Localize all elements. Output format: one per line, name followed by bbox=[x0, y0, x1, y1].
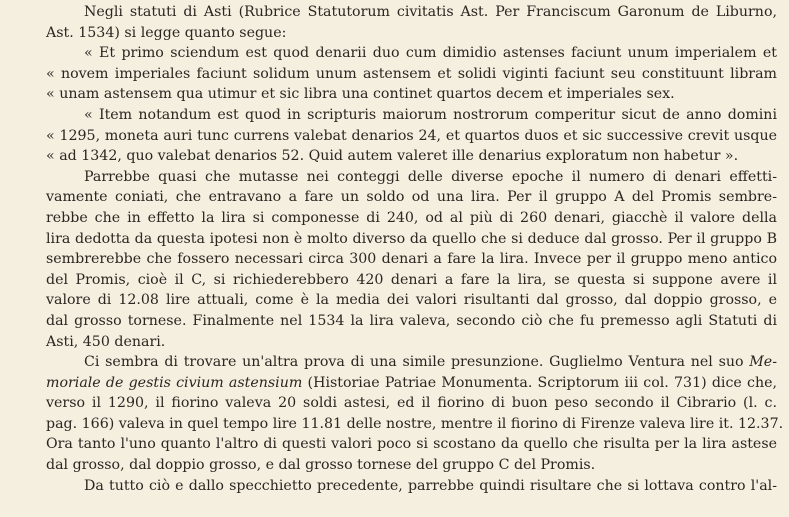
text-line: « ad 1342, quo valebat denarios 52. Quid autem valeret ille denarius exploratum non habetur ». bbox=[46, 148, 739, 165]
text-line bbox=[46, 373, 777, 394]
paragraph-ventura-evidence bbox=[46, 352, 784, 476]
text-line: Da tutto ciò e dallo specchietto precedente, parrebbe quindi risultare che si lottava contro l'al- bbox=[84, 477, 777, 494]
text-line: Negli statuti di Asti (Rubrice Statutorum civitatis Ast. Per Franciscum Garonum de Liburno, bbox=[84, 4, 777, 20]
text-line: Asti, 450 denari. bbox=[46, 333, 166, 350]
paragraph-conclusion bbox=[46, 476, 777, 497]
text-line: lira dedotta da questa ipotesi non è molto diverso da quello che si deduce dal grosso. Per il gruppo B bbox=[46, 230, 777, 247]
text-line: dal grosso, dal doppio grosso, e dal grosso tornese del gruppo C del Promis. bbox=[46, 457, 596, 474]
text-line: vamente coniati, che entravano a fare un soldo od una lira. Per il gruppo A del Promis sembre- bbox=[46, 189, 777, 206]
text-line bbox=[46, 352, 777, 373]
text-line: « novem imperiales faciunt solidum unum astensem et solidi viginti faciunt seu constituunt libram bbox=[46, 65, 777, 82]
text-segment: (Historiae Patriae Monumenta. Scriptorum iii col. 731) dice che, bbox=[302, 374, 778, 391]
text-line: « Et primo sciendum est quod denarii duo cum dimidio astenses faciunt unum imperialem et bbox=[84, 45, 777, 62]
text-line: pag. 166) valeva in quel tempo lire 11.81 delle nostre, mentre il fiorino di Firenze valeva lire it. 12.37. bbox=[46, 415, 784, 432]
paragraph-statuti-intro bbox=[46, 2, 777, 43]
text-line: Ora tanto l'uno quanto l'altro di questi valori poco si scostano da quello che risulta per la lira astese bbox=[46, 436, 777, 453]
text-segment: Ci sembra di trovare un'altra prova di una simile presunzione. Guglielmo Ventura nel suo bbox=[84, 354, 750, 371]
text-line: « Item notandum est quod in scripturis maiorum nostrorum comperitur sicut de anno domini bbox=[84, 106, 777, 123]
text-line: Parrebbe quasi che mutasse nei conteggi delle diverse epoche il numero di denari effetti- bbox=[84, 168, 777, 185]
text-line: verso il 1290, il fiorino valeva 20 soldi astesi, ed il fiorino di buon peso secondo il Cibrario (l. c. bbox=[46, 395, 777, 412]
text-line: dal grosso tornese. Finalmente nel 1534 la lira valeva, secondo ciò che fu premesso agli Statuti di bbox=[46, 312, 777, 329]
paragraph-denari-analysis bbox=[46, 167, 777, 352]
text-line: « unam astensem qua utimur et sic libra una continet quartos decem et imperiales sex. bbox=[46, 86, 675, 103]
paragraph-quotation-item bbox=[46, 105, 777, 167]
text-line: del Promis, cioè il C, si richiederebbero 420 denari a fare la lira, se questa si suppone avere il bbox=[46, 271, 777, 288]
paragraph-quotation-primo bbox=[46, 43, 777, 105]
italic-title: moriale de gestis civium astensium bbox=[46, 374, 303, 391]
text-line: « 1295, moneta auri tunc currens valebat denarios 24, et quartos duos et sic successive crevit usque bbox=[46, 127, 777, 144]
italic-segment: Me- bbox=[749, 354, 777, 371]
text-line: rebbe che in effetto la lira si componesse di 240, od al più di 260 denari, giacchè il valore della bbox=[46, 209, 777, 226]
text-line: sembrerebbe che fossero necessari circa 300 denari a fare la lira. Invece per il gruppo meno antico bbox=[46, 251, 777, 268]
text-line: valore di 12.08 lire attuali, come è la media dei valori risultanti dal grosso, dal doppio grosso, e bbox=[46, 292, 777, 309]
text-line: Ast. 1534) si legge quanto segue: bbox=[46, 24, 287, 41]
